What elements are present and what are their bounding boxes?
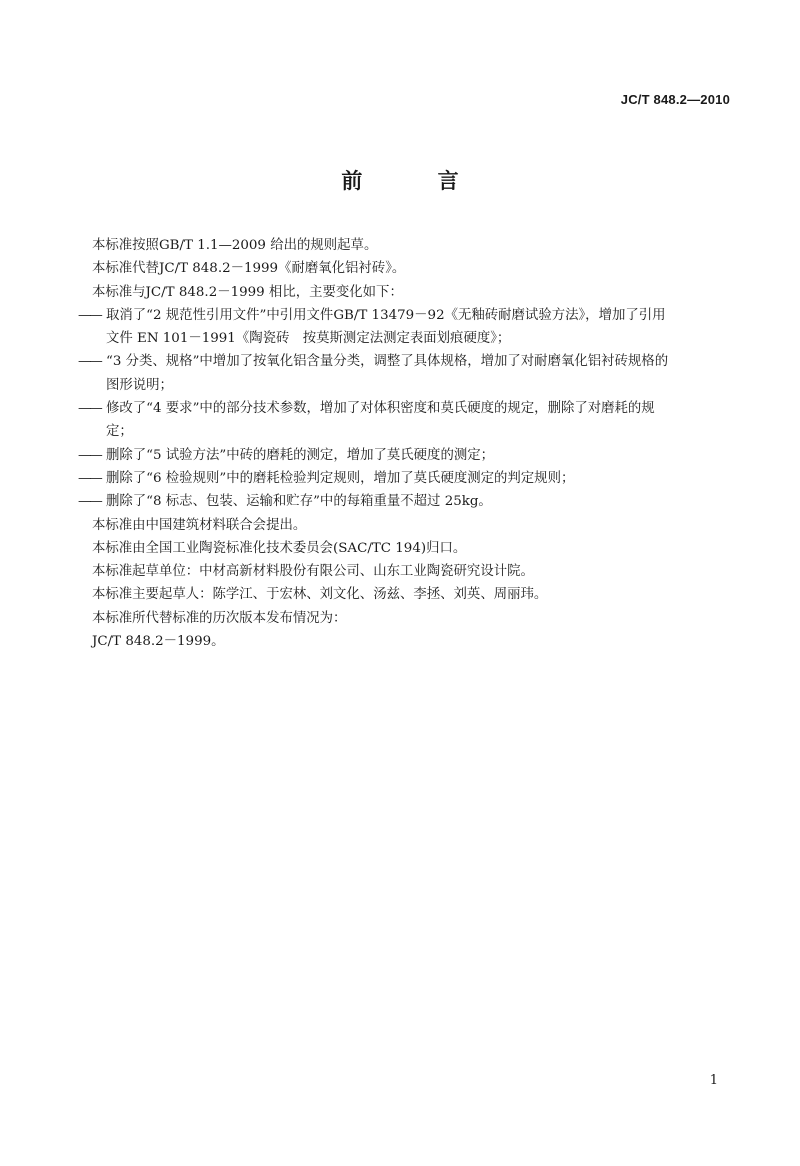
- list-item-line: 删除了“8 标志、包装、运输和贮存”中的每箱重量不超过 25kg。: [106, 494, 492, 510]
- list-item-line: 删除了“6 检验规则”中的磨耗检验判定规则，增加了莫氏硬度测定的判定规则；: [106, 470, 575, 486]
- paragraph-under-jurisdiction: 本标准由全国工业陶瓷标准化技术委员会(SAC/TC 194)归口。: [92, 540, 467, 556]
- paragraph-drafting-units: 本标准起草单位：中材高新材料股份有限公司、山东工业陶瓷研究设计院。: [92, 564, 534, 580]
- list-item-line: 定；: [106, 424, 133, 440]
- list-item: [78, 444, 728, 467]
- list-item-line: “3 分类、规格”中增加了按氧化铝含量分类，调整了具体规格，增加了对耐磨氧化铝衬砖规格的: [106, 354, 669, 370]
- paragraph-previous-edition-code: JC/T 848.2－1999。: [92, 634, 225, 650]
- paragraph-changes-intro: 本标准与JC/T 848.2－1999 相比，主要变化如下：: [92, 284, 403, 300]
- list-item-line: 修改了“4 要求”中的部分技术参数，增加了对体积密度和莫氏硬度的规定，删除了对磨耗的规: [106, 401, 655, 417]
- list-item: [78, 397, 728, 444]
- document-code: JC/T 848.2—2010: [620, 92, 730, 107]
- list-item: [78, 490, 728, 513]
- list-item-line: 删除了“5 试验方法”中砖的磨耗的测定，增加了莫氏硬度的测定；: [106, 447, 495, 463]
- dash-marker: ——: [78, 470, 101, 486]
- paragraph-replaces: 本标准代替JC/T 848.2－1999《耐磨氧化铝衬砖》。: [92, 261, 406, 277]
- dash-marker: ——: [78, 447, 101, 463]
- list-item-line: 图形说明；: [106, 377, 173, 393]
- list-item: [78, 304, 728, 351]
- paragraph-proposed-by: 本标准由中国建筑材料联合会提出。: [92, 517, 307, 533]
- dash-marker: ——: [78, 494, 101, 510]
- paragraph-main-drafters: 本标准主要起草人：陈学江、于宏林、刘文化、汤兹、李拯、刘英、周丽玮。: [92, 587, 548, 603]
- dash-marker: ——: [78, 354, 101, 370]
- list-item-line: 文件 EN 101－1991《陶瓷砖 按莫斯测定法测定表面划痕硬度》；: [106, 331, 511, 347]
- list-item: [78, 467, 728, 490]
- dash-marker: ——: [78, 401, 101, 417]
- paragraph-previous-editions: 本标准所代替标准的历次版本发布情况为：: [92, 610, 347, 626]
- dash-marker: ——: [78, 307, 101, 323]
- page-number: 1: [709, 1073, 718, 1088]
- document-body: [78, 234, 742, 653]
- list-item-line: 取消了“2 规范性引用文件”中引用文件GB/T 13479－92《无釉砖耐磨试验方法》，增加了引用: [106, 307, 666, 323]
- paragraph-drafting-rules: 本标准按照GB/T 1.1—2009 给出的规则起草。: [92, 238, 378, 253]
- page-title: 前 言: [341, 169, 493, 193]
- list-item: [78, 350, 728, 397]
